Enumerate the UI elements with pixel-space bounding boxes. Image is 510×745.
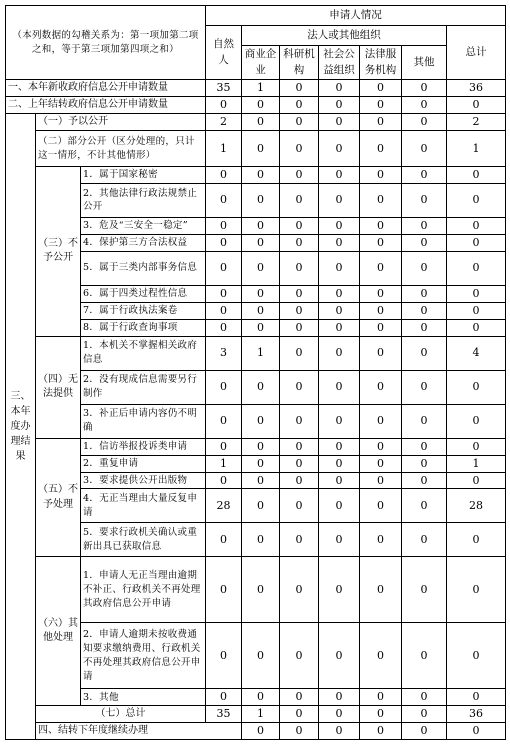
- value-cell: 2: [206, 114, 242, 131]
- value-cell: 0: [319, 472, 360, 489]
- value-cell: 0: [280, 302, 319, 319]
- value-cell: 0: [447, 689, 506, 706]
- value-cell: 0: [242, 251, 280, 285]
- value-cell: 0: [402, 302, 447, 319]
- section3-f-row: [6, 557, 506, 623]
- section1-label: 一、本年新收政府信息公开申请数量: [6, 80, 206, 97]
- value-cell: 0: [360, 438, 402, 455]
- value-cell: 0: [319, 557, 360, 623]
- value-cell: 0: [206, 251, 242, 285]
- value-cell: 0: [447, 370, 506, 404]
- value-cell: 0: [280, 336, 319, 370]
- value-cell: 0: [402, 706, 447, 723]
- value-cell: 0: [402, 80, 447, 97]
- value-cell: 3: [206, 336, 242, 370]
- value-cell: 0: [447, 623, 506, 689]
- value-cell: 1: [242, 336, 280, 370]
- value-cell: 1: [447, 455, 506, 472]
- section3-c-row: [6, 183, 506, 217]
- value-cell: 0: [360, 97, 402, 114]
- value-cell: 0: [280, 557, 319, 623]
- value-cell: 0: [280, 689, 319, 706]
- value-cell: 0: [402, 319, 447, 336]
- section3-c-row: [6, 234, 506, 251]
- value-cell: 0: [280, 251, 319, 285]
- item-label: 3．其他: [81, 689, 206, 706]
- value-cell: 0: [402, 167, 447, 184]
- value-cell: 0: [280, 319, 319, 336]
- value-cell: 0: [280, 285, 319, 302]
- value-cell: 0: [280, 97, 319, 114]
- value-cell: 0: [360, 557, 402, 623]
- total-header: 总计: [447, 26, 506, 80]
- value-cell: 0: [242, 302, 280, 319]
- value-cell: 0: [360, 336, 402, 370]
- value-cell: 0: [242, 285, 280, 302]
- value-cell: 0: [402, 251, 447, 285]
- value-cell: 0: [319, 285, 360, 302]
- value-cell: 2: [447, 114, 506, 131]
- item-label: 6．属于四类过程性信息: [81, 285, 206, 302]
- section3-c-row: [6, 251, 506, 285]
- value-cell: 0: [206, 217, 242, 234]
- disclosure-statistics-table: [5, 5, 506, 740]
- value-cell: 0: [360, 404, 402, 438]
- value-cell: 0: [280, 114, 319, 131]
- value-cell: 0: [402, 723, 447, 740]
- item-label: 1．信访举报投诉类申请: [81, 438, 206, 455]
- value-cell: 0: [206, 285, 242, 302]
- value-cell: 0: [280, 183, 319, 217]
- value-cell: 0: [280, 523, 319, 557]
- item-label: 1．申请人无正当理由逾期不补正、行政机关不再处理其政府信息公开申请: [81, 557, 206, 623]
- value-cell: 0: [447, 285, 506, 302]
- value-cell: 0: [319, 623, 360, 689]
- section3-b-row: [6, 131, 506, 167]
- section2-label: 二、上年结转政府信息公开申请数量: [6, 97, 206, 114]
- section3-c-label: （三）不予公开: [36, 167, 81, 337]
- value-cell: 0: [206, 472, 242, 489]
- value-cell: 0: [447, 319, 506, 336]
- item-label: 2．申请人逾期未按收费通知要求缴纳费用、行政机关不再处理其政府信息公开申请: [81, 623, 206, 689]
- section3-d-row: [6, 404, 506, 438]
- item-label: 3．危及“三安全一稳定”: [81, 217, 206, 234]
- value-cell: 0: [447, 234, 506, 251]
- value-cell: 0: [280, 723, 319, 740]
- value-cell: 0: [319, 114, 360, 131]
- value-cell: 0: [402, 689, 447, 706]
- value-cell: 0: [319, 251, 360, 285]
- value-cell: 0: [280, 623, 319, 689]
- value-cell: 0: [360, 217, 402, 234]
- value-cell: 0: [319, 370, 360, 404]
- section3-e-label: （五）不予处理: [36, 438, 81, 557]
- value-cell: 0: [242, 97, 280, 114]
- item-label: 3．补正后申请内容仍不明确: [81, 404, 206, 438]
- value-cell: 0: [319, 234, 360, 251]
- value-cell: 0: [206, 370, 242, 404]
- value-cell: 0: [319, 489, 360, 523]
- value-cell: 0: [360, 455, 402, 472]
- section3-e-row: [6, 472, 506, 489]
- value-cell: 1: [206, 455, 242, 472]
- section3-a-label: （一）予以公开: [36, 114, 206, 131]
- value-cell: 0: [360, 723, 402, 740]
- section3-d-row: [6, 370, 506, 404]
- value-cell: 0: [206, 167, 242, 184]
- value-cell: 0: [402, 183, 447, 217]
- value-cell: 0: [280, 131, 319, 167]
- item-label: 2．没有现成信息需要另行制作: [81, 370, 206, 404]
- value-cell: 0: [360, 302, 402, 319]
- value-cell: 0: [242, 723, 280, 740]
- legal-service-header: 法律服务机构: [360, 46, 402, 80]
- value-cell: 28: [206, 489, 242, 523]
- value-cell: 0: [402, 285, 447, 302]
- value-cell: 0: [402, 489, 447, 523]
- section3-total-row: [6, 706, 506, 723]
- value-cell: 0: [280, 489, 319, 523]
- research-header: 科研机构: [280, 46, 319, 80]
- value-cell: 0: [206, 319, 242, 336]
- section1-row: [6, 80, 506, 97]
- value-cell: 0: [242, 114, 280, 131]
- section3-c-row: [6, 302, 506, 319]
- value-cell: 0: [242, 234, 280, 251]
- value-cell: 0: [242, 489, 280, 523]
- section3-e-row: [6, 438, 506, 455]
- value-cell: 0: [447, 404, 506, 438]
- value-cell: 0: [402, 97, 447, 114]
- value-cell: 0: [319, 319, 360, 336]
- item-label: 5．要求行政机关确认或重新出具已获取信息: [81, 523, 206, 557]
- section3-a-row: [6, 114, 506, 131]
- value-cell: 0: [319, 438, 360, 455]
- header-row-1: [6, 6, 506, 26]
- value-cell: 0: [206, 183, 242, 217]
- value-cell: 0: [319, 689, 360, 706]
- value-cell: 28: [447, 489, 506, 523]
- section3-d-row: [6, 336, 506, 370]
- value-cell: 0: [447, 167, 506, 184]
- value-cell: 0: [242, 404, 280, 438]
- value-cell: 1: [242, 706, 280, 723]
- value-cell: 0: [447, 523, 506, 557]
- value-cell: 0: [402, 131, 447, 167]
- value-cell: 0: [360, 319, 402, 336]
- item-label: 4．保护第三方合法权益: [81, 234, 206, 251]
- item-label: 4．无正当理由大量反复申请: [81, 489, 206, 523]
- other-header: 其他: [402, 46, 447, 80]
- value-cell: 0: [319, 455, 360, 472]
- value-cell: 0: [447, 251, 506, 285]
- section3-e-row: [6, 523, 506, 557]
- value-cell: 36: [447, 80, 506, 97]
- section3-c-row: [6, 217, 506, 234]
- value-cell: 0: [242, 167, 280, 184]
- section3-label: 三、本年度办理结果: [6, 114, 36, 740]
- item-label: 8．属于行政查询事项: [81, 319, 206, 336]
- value-cell: 0: [447, 438, 506, 455]
- value-cell: 0: [402, 404, 447, 438]
- section3-c-row: [6, 285, 506, 302]
- value-cell: 0: [447, 183, 506, 217]
- value-cell: 0: [206, 623, 242, 689]
- value-cell: 0: [402, 438, 447, 455]
- value-cell: 0: [360, 689, 402, 706]
- value-cell: 0: [447, 723, 506, 740]
- value-cell: 0: [242, 523, 280, 557]
- value-cell: 0: [402, 217, 447, 234]
- section3-f-label: （六）其他处理: [36, 557, 81, 706]
- section3-f-row: [6, 623, 506, 689]
- value-cell: 1: [206, 131, 242, 167]
- value-cell: 0: [402, 523, 447, 557]
- value-cell: 0: [360, 80, 402, 97]
- value-cell: 0: [280, 706, 319, 723]
- value-cell: 0: [319, 723, 360, 740]
- value-cell: 35: [206, 80, 242, 97]
- value-cell: 0: [280, 217, 319, 234]
- value-cell: 0: [319, 404, 360, 438]
- value-cell: 0: [242, 623, 280, 689]
- section2-row: [6, 97, 506, 114]
- value-cell: 0: [402, 623, 447, 689]
- value-cell: 0: [447, 557, 506, 623]
- section3-total-label: （七）总计: [36, 706, 206, 723]
- value-cell: 0: [447, 217, 506, 234]
- value-cell: 0: [280, 370, 319, 404]
- value-cell: 0: [206, 404, 242, 438]
- value-cell: 0: [206, 234, 242, 251]
- value-cell: 0: [360, 114, 402, 131]
- value-cell: 0: [360, 251, 402, 285]
- value-cell: 0: [319, 336, 360, 370]
- value-cell: 0: [319, 131, 360, 167]
- value-cell: 0: [360, 706, 402, 723]
- item-label: 3．要求提供公开出版物: [81, 472, 206, 489]
- value-cell: 0: [206, 689, 242, 706]
- value-cell: 0: [319, 80, 360, 97]
- value-cell: 1: [242, 80, 280, 97]
- value-cell: 0: [447, 97, 506, 114]
- value-cell: 0: [242, 131, 280, 167]
- value-cell: 35: [206, 706, 242, 723]
- legal-group-header: 法人或其他组织: [242, 26, 447, 46]
- value-cell: 0: [402, 336, 447, 370]
- item-label: 2．重复申请: [81, 455, 206, 472]
- value-cell: 0: [280, 404, 319, 438]
- value-cell: 0: [242, 689, 280, 706]
- header-note: （本列数据的勾稽关系为：第一项加第二项之和，等于第三项加第四项之和）: [6, 6, 206, 80]
- value-cell: 0: [402, 234, 447, 251]
- value-cell: 0: [242, 319, 280, 336]
- value-cell: 0: [206, 302, 242, 319]
- value-cell: 0: [360, 167, 402, 184]
- value-cell: 0: [242, 217, 280, 234]
- value-cell: 1: [447, 131, 506, 167]
- value-cell: 0: [242, 370, 280, 404]
- value-cell: 0: [360, 285, 402, 302]
- item-label: 5．属于三类内部事务信息: [81, 251, 206, 285]
- value-cell: 0: [280, 438, 319, 455]
- value-cell: 0: [206, 97, 242, 114]
- value-cell: 0: [360, 523, 402, 557]
- item-label: 7．属于行政执法案卷: [81, 302, 206, 319]
- value-cell: 0: [402, 114, 447, 131]
- value-cell: 0: [242, 183, 280, 217]
- value-cell: 0: [319, 167, 360, 184]
- value-cell: 0: [280, 234, 319, 251]
- section3-c-row: [6, 167, 506, 184]
- social-header: 社会公益组织: [319, 46, 360, 80]
- value-cell: 0: [319, 183, 360, 217]
- value-cell: 0: [402, 557, 447, 623]
- value-cell: 0: [319, 217, 360, 234]
- value-cell: 36: [447, 706, 506, 723]
- value-cell: 0: [319, 706, 360, 723]
- item-label: 1．本机关不掌握相关政府信息: [81, 336, 206, 370]
- value-cell: 0: [360, 183, 402, 217]
- value-cell: 0: [242, 557, 280, 623]
- value-cell: 0: [360, 623, 402, 689]
- value-cell: 0: [206, 523, 242, 557]
- item-label: 1．属于国家秘密: [81, 167, 206, 184]
- value-cell: 0: [319, 523, 360, 557]
- value-cell: 0: [242, 472, 280, 489]
- item-label: 2．其他法律行政法规禁止公开: [81, 183, 206, 217]
- business-header: 商业企业: [242, 46, 280, 80]
- value-cell: 0: [447, 472, 506, 489]
- applicant-header: 申请人情况: [206, 6, 506, 26]
- section3-b-label: （二）部分公开（区分处理的，只计这一情形，不计其他情形）: [36, 131, 206, 167]
- value-cell: 0: [360, 370, 402, 404]
- value-cell: 4: [447, 336, 506, 370]
- section3-c-row: [6, 319, 506, 336]
- value-cell: 0: [360, 234, 402, 251]
- section3-e-row: [6, 489, 506, 523]
- value-cell: 0: [206, 557, 242, 623]
- value-cell: 0: [360, 131, 402, 167]
- value-cell: 0: [402, 472, 447, 489]
- value-cell: 0: [280, 167, 319, 184]
- value-cell: 0: [402, 370, 447, 404]
- value-cell: 0: [280, 80, 319, 97]
- value-cell: 0: [242, 455, 280, 472]
- value-cell: 0: [242, 438, 280, 455]
- section3-e-row: [6, 455, 506, 472]
- value-cell: 0: [280, 472, 319, 489]
- value-cell: 0: [360, 489, 402, 523]
- section3-f-row: [6, 689, 506, 706]
- value-cell: 0: [360, 472, 402, 489]
- section4-row: [6, 723, 506, 740]
- value-cell: 0: [319, 97, 360, 114]
- value-cell: 0: [447, 302, 506, 319]
- value-cell: 0: [319, 302, 360, 319]
- section3-d-label: （四）无法提供: [36, 336, 81, 438]
- value-cell: 0: [206, 438, 242, 455]
- natural-person-header: 自然人: [206, 26, 242, 80]
- value-cell: 0: [280, 455, 319, 472]
- value-cell: 0: [402, 455, 447, 472]
- section4-label: 四、结转下年度继续办理: [36, 723, 242, 740]
